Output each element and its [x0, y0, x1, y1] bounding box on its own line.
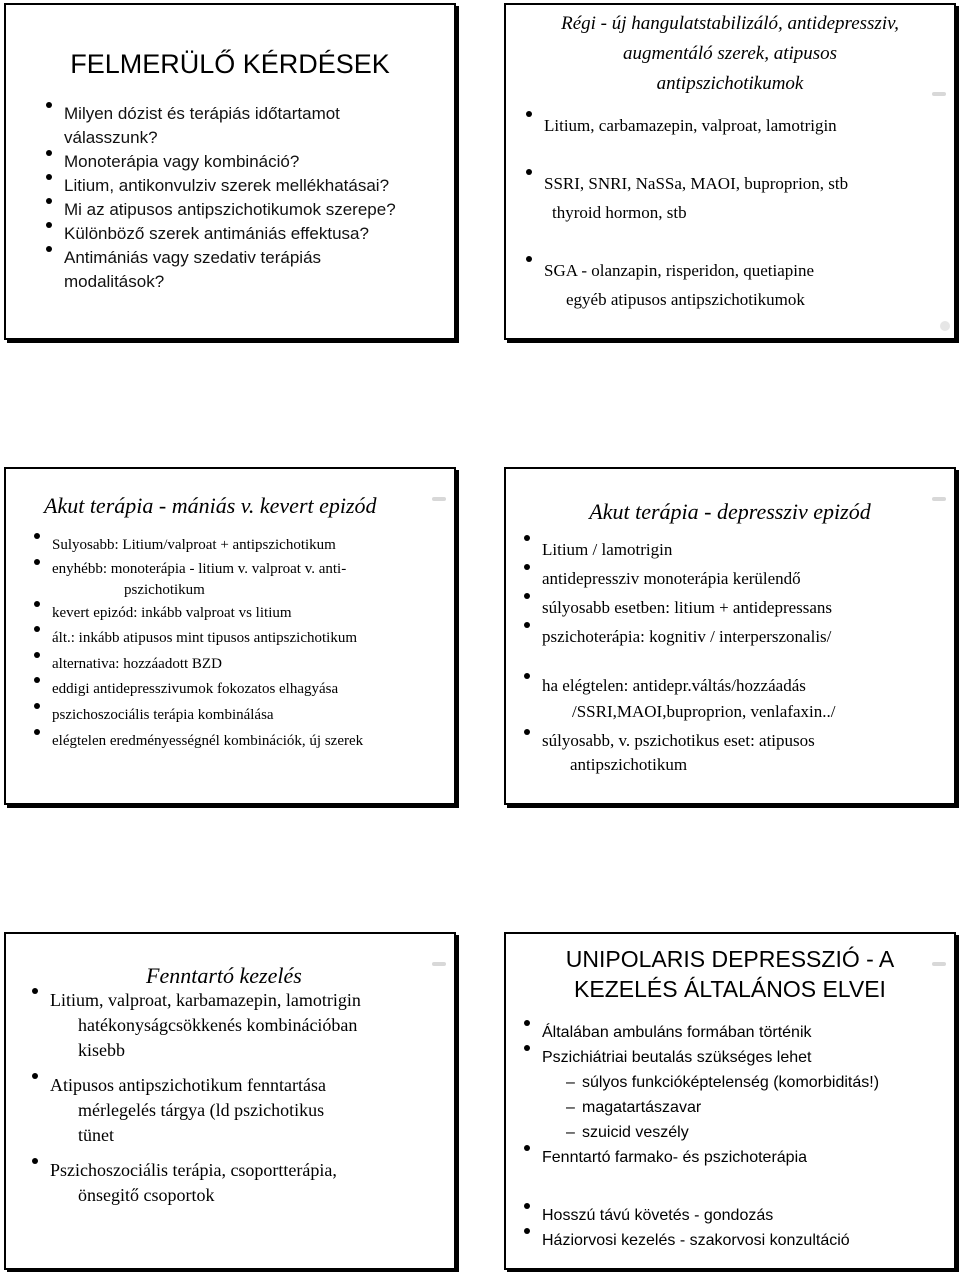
bullet-list	[518, 1020, 954, 1253]
slide-felmerulo-kerdesek	[4, 3, 456, 340]
slide-title: FELMERÜLŐ KÉRDÉSEK	[70, 49, 390, 79]
sub-item: – szuicid veszély	[542, 1120, 954, 1145]
bullet-list	[518, 535, 954, 777]
list-item: Mi az atipusos antipszichotikumok szerepe?	[40, 198, 454, 222]
slide-akut-terapia-manias	[4, 467, 456, 805]
list-item: Sulyosabb: Litium/valproat + antipszichotikum	[28, 533, 454, 559]
slide-unipolaris-depresszio	[504, 932, 956, 1270]
list-item: Háziorvosi kezelés - szakorvosi konzultáció	[518, 1228, 954, 1253]
slide-title: Régi - új hangulatstabilizáló, antidepressziv, augmentáló szerek, atipusos antipszichotikumok	[561, 13, 899, 94]
list-item: Különböző szerek antimániás effektusa?	[40, 222, 454, 246]
list-item: Milyen dózist és terápiás időtartamot válasszunk?	[40, 102, 454, 150]
slide-title: Akut terápia - depressziv epizód	[589, 499, 871, 524]
slide-title: Fenntartó kezelés	[146, 963, 302, 988]
slide-title: UNIPOLARIS DEPRESSZIÓ - A KEZELÉS ÁLTALÁNOS ELVEI	[565, 946, 895, 1002]
list-item: eddigi antidepresszivumok fokozatos elhagyása	[28, 677, 454, 703]
list-item: SGA - olanzapin, risperidon, quetiapine egyéb atipusos antipszichotikumok	[520, 256, 954, 314]
list-item: Monoterápia vagy kombináció?	[40, 150, 454, 174]
decoration	[932, 92, 946, 96]
list-item: Pszichiátriai beutalás szükséges lehet – súlyos funkcióképtelenség (komorbiditás!) – magatartászavar – szuicid veszély	[518, 1045, 954, 1145]
list-item: ha elégtelen: antidepr.váltás/hozzáadás /SSRI,MAOI,buproprion, venlafaxin../	[518, 673, 954, 725]
decoration	[932, 962, 946, 966]
list-item: Pszichoszociális terápia, csoportterápia, önsegitő csoportok	[26, 1158, 454, 1208]
list-item: Litium, valproat, karbamazepin, lamotrigin hatékonyságcsökkenés kombinációban kisebb	[26, 988, 454, 1063]
list-item: Általában ambuláns formában történik	[518, 1020, 954, 1045]
decoration	[932, 497, 946, 501]
list-item: SSRI, SNRI, NaSSa, MAOI, buproprion, stb thyroid hormon, stb	[520, 169, 954, 227]
list-item: alternativa: hozzáadott BZD	[28, 652, 454, 678]
list-item: súlyosabb esetben: litium + antidepressans	[518, 593, 954, 622]
bullet-list	[520, 111, 954, 314]
list-item: Litium, carbamazepin, valproat, lamotrigin	[520, 111, 954, 140]
list-item: pszichoterápia: kognitiv / interperszonalis/	[518, 622, 954, 651]
list-item: Litium, antikonvulziv szerek mellékhatásai?	[40, 174, 454, 198]
list-item: Litium / lamotrigin	[518, 535, 954, 564]
list-item: súlyosabb, v. pszichotikus eset: atipusos antipszichotikum	[518, 729, 954, 777]
list-item: elégtelen eredményességnél kombinációk, új szerek	[28, 729, 454, 755]
slide-fenntarto-kezeles	[4, 932, 456, 1270]
bullet-list	[40, 102, 454, 294]
list-item: enyhébb: monoterápia - litium v. valproat v. anti- pszichotikum	[28, 559, 454, 601]
sub-item: – magatartászavar	[542, 1095, 954, 1120]
list-item: kevert epizód: inkább valproat vs litium	[28, 601, 454, 627]
list-item: ált.: inkább atipusos mint tipusos antipszichotikum	[28, 626, 454, 652]
list-item: antidepressziv monoterápia kerülendő	[518, 564, 954, 593]
bullet-list	[26, 988, 454, 1208]
sub-item: – súlyos funkcióképtelenség (komorbiditás!)	[542, 1070, 954, 1095]
slide-title: Akut terápia - mániás v. kevert epizód	[44, 493, 377, 518]
decoration	[432, 497, 446, 501]
list-item: Fenntartó farmako- és pszichoterápia	[518, 1145, 954, 1170]
decoration	[432, 962, 446, 966]
slide-akut-terapia-depressziv	[504, 467, 956, 805]
list-item: Hosszú távú követés - gondozás	[518, 1203, 954, 1228]
list-item: Atipusos antipszichotikum fenntartása mérlegelés tárgya (ld pszichotikus tünet	[26, 1073, 454, 1148]
slide-regi-uj-szerek	[504, 3, 956, 340]
bullet-list	[28, 533, 454, 754]
list-item: pszichoszociális terápia kombinálása	[28, 703, 454, 729]
list-item: Antimániás vagy szedativ terápiás modalitások?	[40, 246, 454, 294]
decoration	[940, 321, 950, 331]
